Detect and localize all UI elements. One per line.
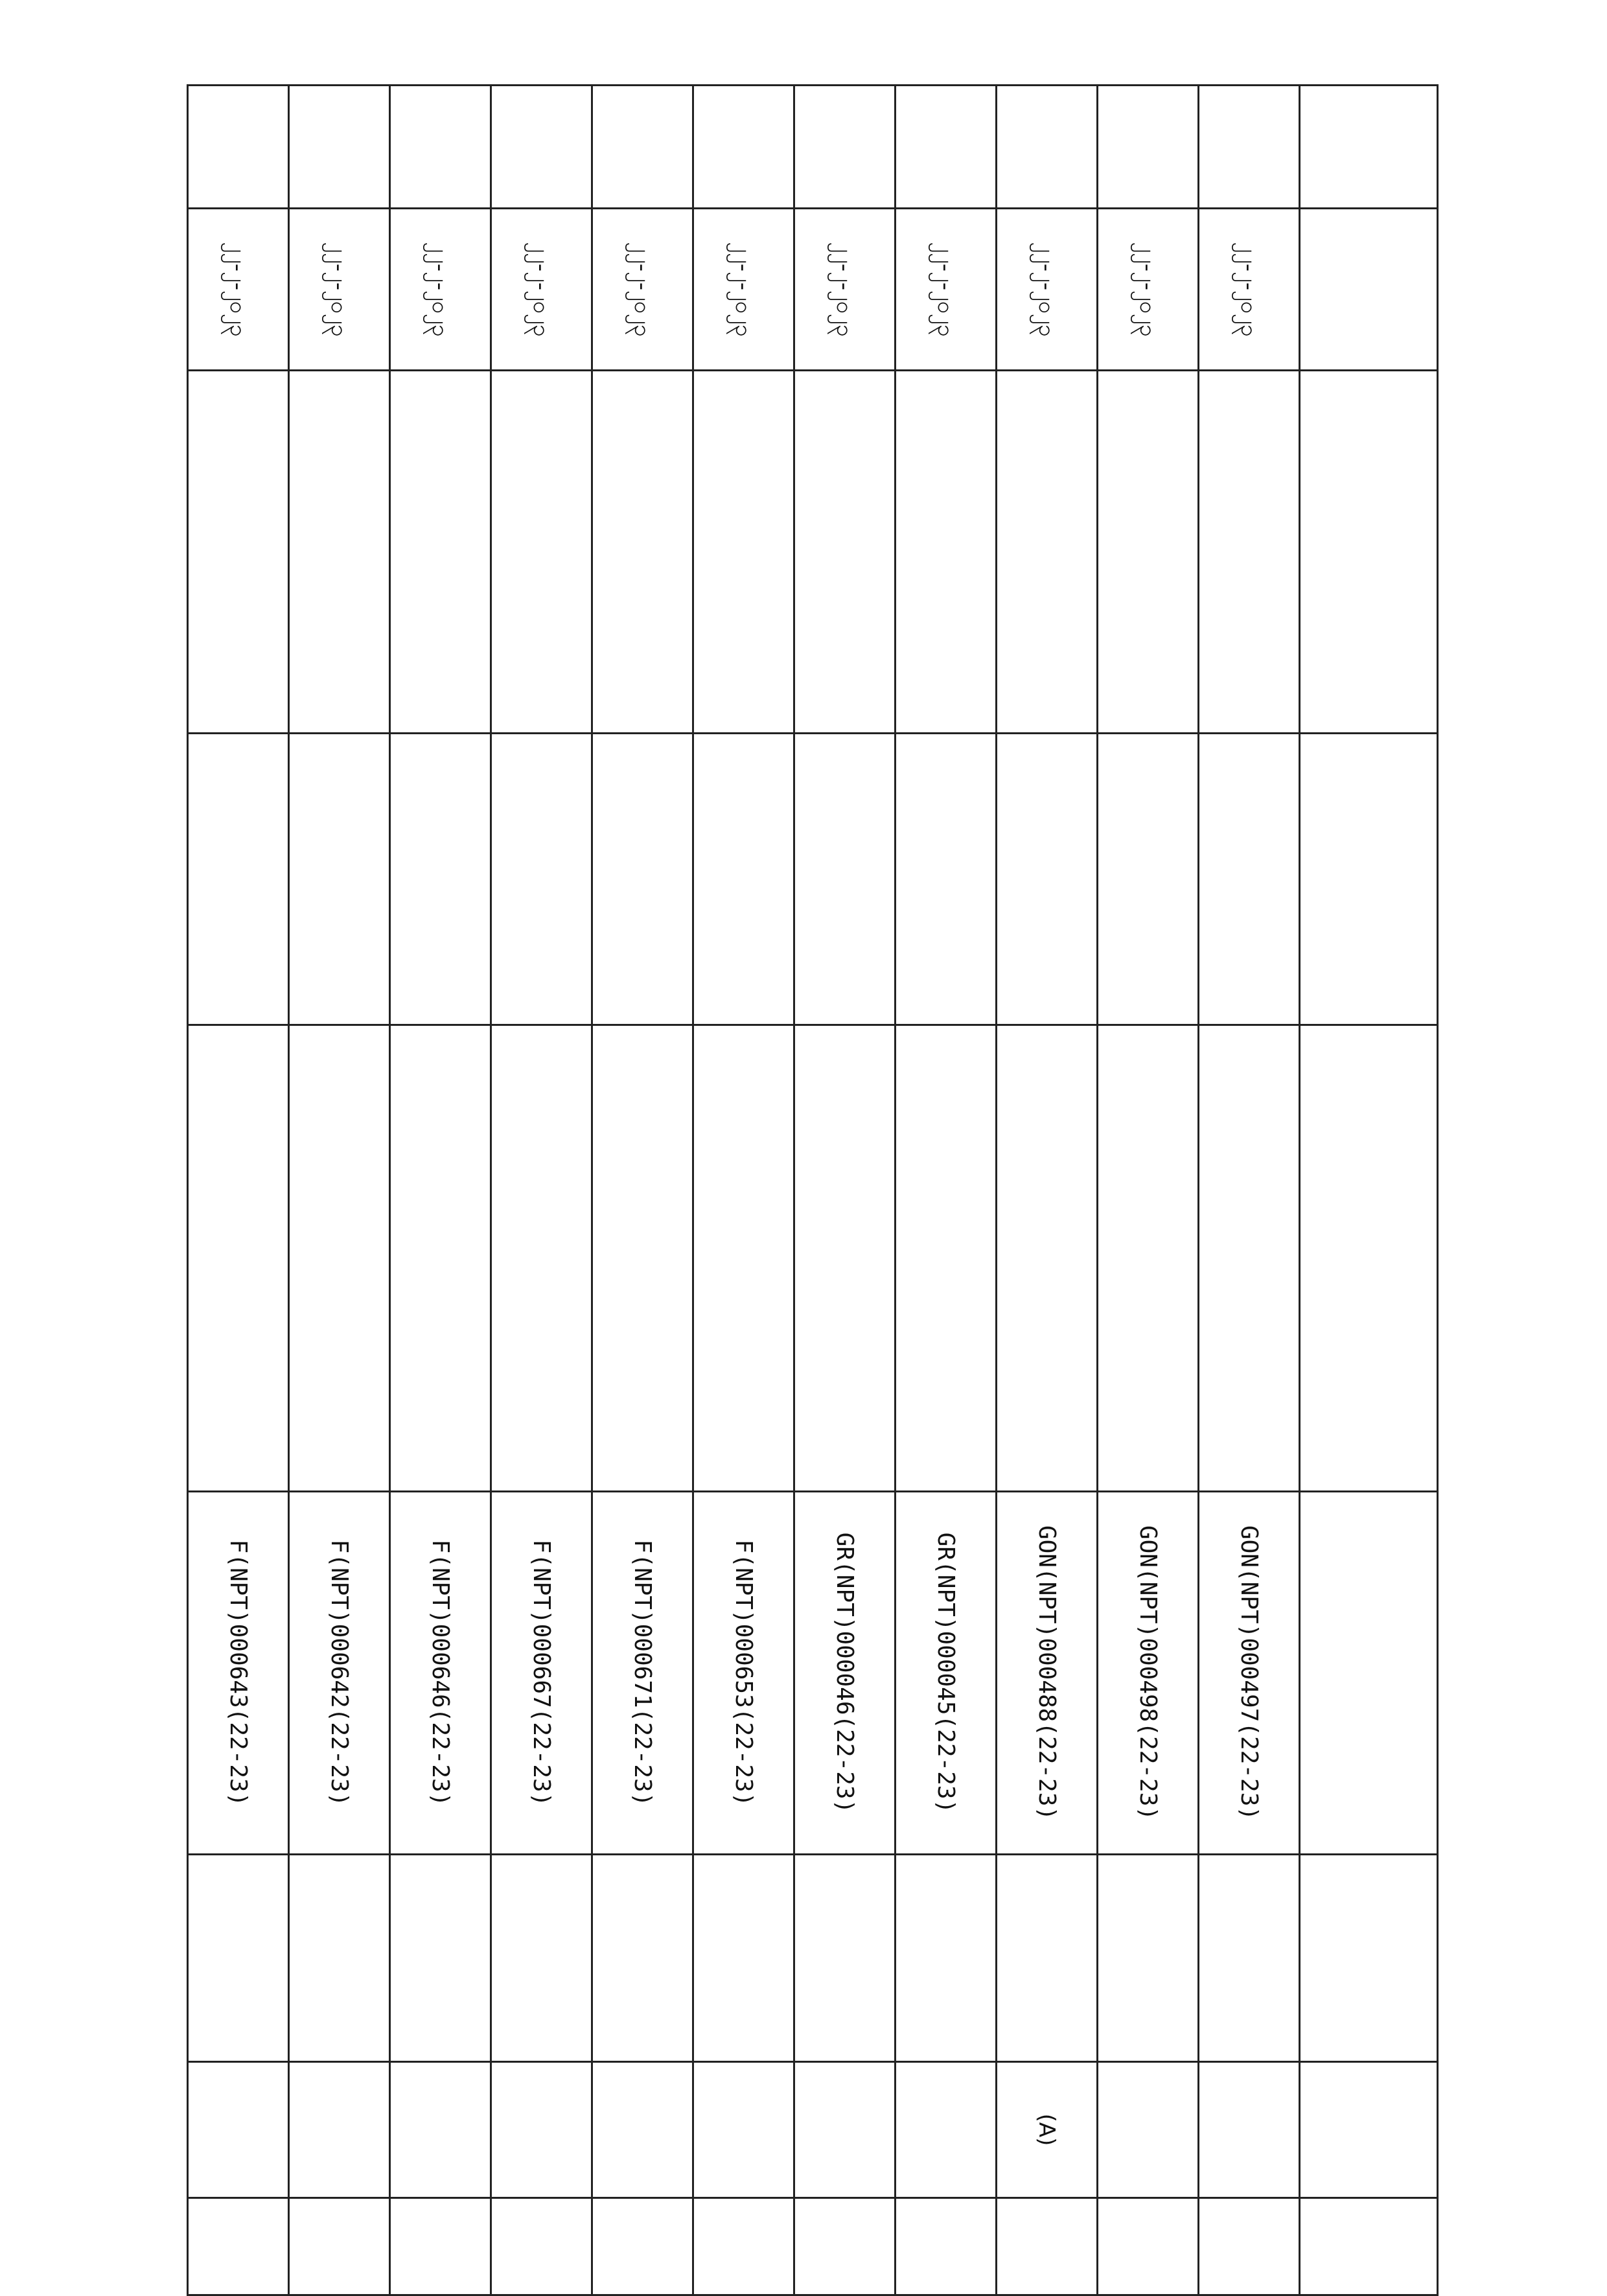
cell-remark: [693, 2198, 794, 2295]
cell-address: [491, 734, 592, 1025]
cell-no: [693, 86, 794, 209]
cell-category: [1098, 2062, 1199, 2198]
cell-name: [1199, 371, 1300, 734]
cell-remark: [896, 2198, 997, 2295]
cell-category: [794, 2062, 896, 2198]
cell-category: [1199, 2062, 1300, 2198]
cell-address: [1199, 734, 1300, 1025]
cell-no: [188, 86, 289, 209]
cell-address: [997, 734, 1098, 1025]
cell-remark: [188, 2198, 289, 2295]
cell-no: [896, 86, 997, 209]
cell-place: [997, 1855, 1098, 2062]
cell-category: (A): [997, 2062, 1098, 2198]
cell-name: [794, 371, 896, 734]
cell-date: ၂၂-၂-၂၀၂၃: [1098, 209, 1199, 371]
cell-remark: [794, 2198, 896, 2295]
cell-business: [390, 1025, 491, 1492]
document-title: [1445, 84, 1484, 2223]
cell-permit: F(NPT)000642(22-23): [289, 1492, 390, 1855]
cell-address: [896, 734, 997, 1025]
cell-no: [390, 86, 491, 209]
table-row: [592, 86, 693, 2295]
header-permit-number: [1300, 1492, 1438, 1855]
table-row: [491, 86, 592, 2295]
header-no: [1300, 86, 1438, 209]
cell-date: ၂၂-၂-၂၀၂၃: [491, 209, 592, 371]
cell-permit: F(NPT)000643(22-23): [188, 1492, 289, 1855]
cell-remark: [390, 2198, 491, 2295]
cell-name: [997, 371, 1098, 734]
header-address: [1300, 734, 1438, 1025]
cell-category: [592, 2062, 693, 2198]
table-row: [693, 86, 794, 2295]
cell-category: [188, 2062, 289, 2198]
cell-no: [1199, 86, 1300, 209]
cell-no: [592, 86, 693, 209]
cell-no: [1098, 86, 1199, 209]
cell-place: [390, 1855, 491, 2062]
table-row: [1199, 86, 1300, 2295]
cell-permit: GON(NPT)000497(22-23): [1199, 1492, 1300, 1855]
cell-date: ၂၂-၂-၂၀၂၃: [794, 209, 896, 371]
cell-business: [794, 1025, 896, 1492]
cell-name: [896, 371, 997, 734]
cell-date: ၂၂-၂-၂၀၂၃: [289, 209, 390, 371]
cell-remark: [289, 2198, 390, 2295]
cell-address: [592, 734, 693, 1025]
cell-no: [794, 86, 896, 209]
cell-category: [289, 2062, 390, 2198]
cell-name: [1098, 371, 1199, 734]
header-business: [1300, 1025, 1438, 1492]
cell-remark: [997, 2198, 1098, 2295]
cell-name: [188, 371, 289, 734]
cell-date: ၂၂-၂-၂၀၂၃: [693, 209, 794, 371]
cell-permit: GR(NPT)000046(22-23): [794, 1492, 896, 1855]
cell-category: [693, 2062, 794, 2198]
rotated-page: [143, 26, 1484, 2249]
table-row: [1098, 86, 1199, 2295]
cell-name: [491, 371, 592, 734]
cell-permit: GON(NPT)000488(22-23): [997, 1492, 1098, 1855]
cell-place: [491, 1855, 592, 2062]
cell-date: ၂၂-၂-၂၀၂၃: [592, 209, 693, 371]
table-row: [390, 86, 491, 2295]
cell-address: [794, 734, 896, 1025]
header-category: [1300, 2062, 1438, 2198]
cell-remark: [1199, 2198, 1300, 2295]
table-row: [188, 86, 289, 2295]
cell-place: [1098, 1855, 1199, 2062]
cell-no: [289, 86, 390, 209]
cell-remark: [592, 2198, 693, 2295]
table-row: [794, 86, 896, 2295]
cell-permit: F(NPT)000667(22-23): [491, 1492, 592, 1855]
cell-place: [1199, 1855, 1300, 2062]
cell-date: ၂၂-၂-၂၀၂၃: [896, 209, 997, 371]
cell-no: [491, 86, 592, 209]
permit-table: [187, 84, 1439, 2296]
cell-no: [997, 86, 1098, 209]
table-row: [289, 86, 390, 2295]
cell-category: [896, 2062, 997, 2198]
cell-name: [289, 371, 390, 734]
cell-date: ၂၂-၂-၂၀၂၃: [188, 209, 289, 371]
cell-business: [693, 1025, 794, 1492]
cell-category: [491, 2062, 592, 2198]
cell-remark: [1098, 2198, 1199, 2295]
cell-business: [896, 1025, 997, 1492]
cell-permit: F(NPT)000653(22-23): [693, 1492, 794, 1855]
header-place: [1300, 1855, 1438, 2062]
cell-business: [1199, 1025, 1300, 1492]
header-row: [1300, 86, 1438, 2295]
cell-permit: GON(NPT)000498(22-23): [1098, 1492, 1199, 1855]
cell-remark: [491, 2198, 592, 2295]
cell-business: [289, 1025, 390, 1492]
cell-place: [693, 1855, 794, 2062]
header-remark: [1300, 2198, 1438, 2295]
cell-name: [390, 371, 491, 734]
cell-place: [289, 1855, 390, 2062]
cell-business: [188, 1025, 289, 1492]
cell-permit: GR(NPT)000045(22-23): [896, 1492, 997, 1855]
cell-permit: F(NPT)000646(22-23): [390, 1492, 491, 1855]
cell-category: [390, 2062, 491, 2198]
cell-name: [693, 371, 794, 734]
cell-place: [896, 1855, 997, 2062]
cell-date: ၂၂-၂-၂၀၂၃: [390, 209, 491, 371]
cell-address: [289, 734, 390, 1025]
cell-name: [592, 371, 693, 734]
header-name: [1300, 371, 1438, 734]
cell-place: [794, 1855, 896, 2062]
cell-business: [1098, 1025, 1199, 1492]
cell-place: [188, 1855, 289, 2062]
header-date: [1300, 209, 1438, 371]
cell-permit: F(NPT)000671(22-23): [592, 1492, 693, 1855]
cell-address: [693, 734, 794, 1025]
table-row: [896, 86, 997, 2295]
table-row: [997, 86, 1098, 2295]
cell-address: [1098, 734, 1199, 1025]
cell-business: [997, 1025, 1098, 1492]
cell-date: ၂၂-၂-၂၀၂၃: [1199, 209, 1300, 371]
cell-place: [592, 1855, 693, 2062]
cell-date: ၂၂-၂-၂၀၂၃: [997, 209, 1098, 371]
cell-business: [491, 1025, 592, 1492]
cell-address: [188, 734, 289, 1025]
cell-address: [390, 734, 491, 1025]
cell-business: [592, 1025, 693, 1492]
